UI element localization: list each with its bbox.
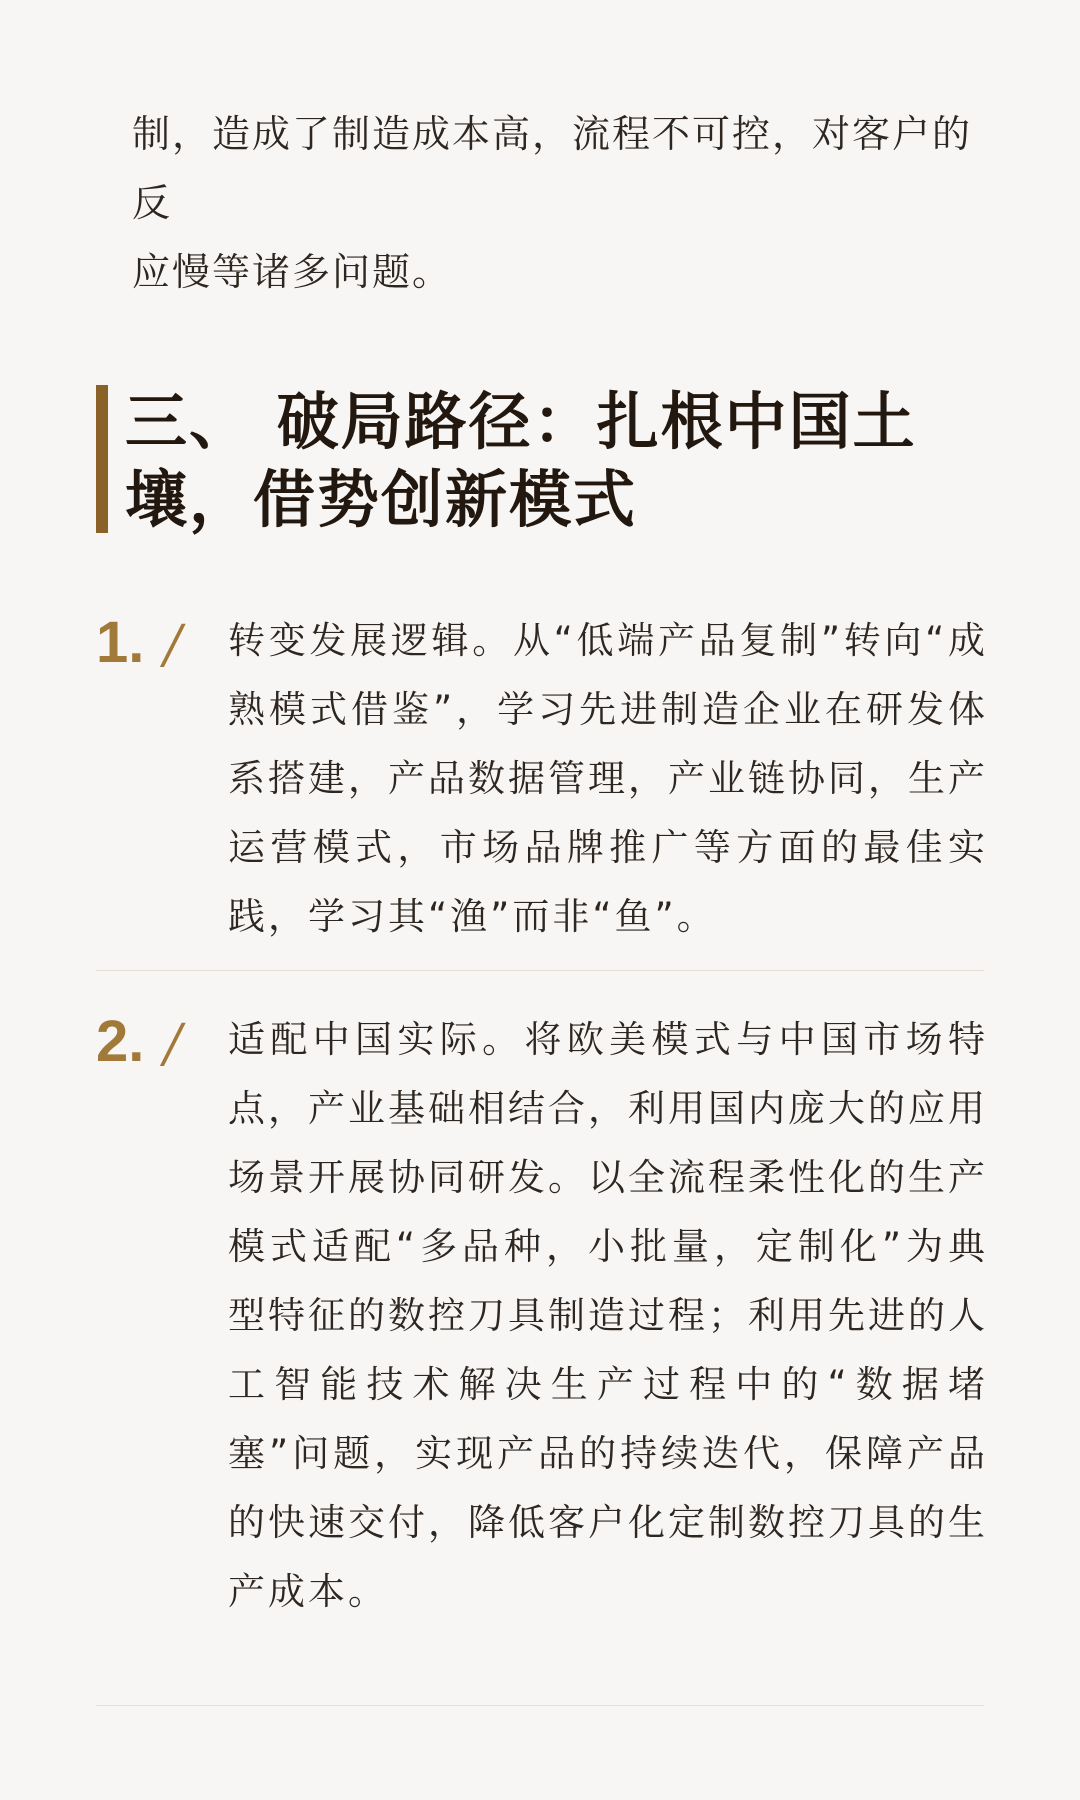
item-number: 2. [96,1009,145,1074]
item-text: 转变发展逻辑。从“低端产品复制”转向“成熟模式借鉴”，学习先进制造企业在研发体系搭建，产品数据管理，产业链协同，生产运营模式，市场品牌推广等方面的最佳实践，学习其“渔”而非“鱼”。 [228,619,988,938]
slash-icon: / [164,615,182,675]
item-text: 适配中国实际。将欧美模式与中国市场特点，产业基础相结合，利用国内庞大的应用场景开展协同研发。以全流程柔性化的生产模式适配“多品种，小批量，定制化”为典型特征的数控刀具制造过程；利用先进的人工智能技术解决生产过程中的“数据堵塞”问题，实现产品的持续迭代，保障产品的快速交付，降低客户化定制数控刀具的生产成本。 [228,1018,988,1613]
intro-paragraph [132,100,988,307]
slash-icon: / [164,1014,182,1074]
section-title: 三、 破局路径：扎根中国土壤，借势创新模式 [125,385,917,536]
divider [96,1705,984,1706]
divider [96,970,984,971]
item-number: 1. [96,610,145,675]
intro-line-2: 应慢等诸多问题。 [132,250,453,294]
heading-accent-bar [96,385,108,533]
section-heading [96,383,976,535]
intro-line-1: 制，造成了制造成本高，流程不可控，对客户的反 [132,112,973,225]
